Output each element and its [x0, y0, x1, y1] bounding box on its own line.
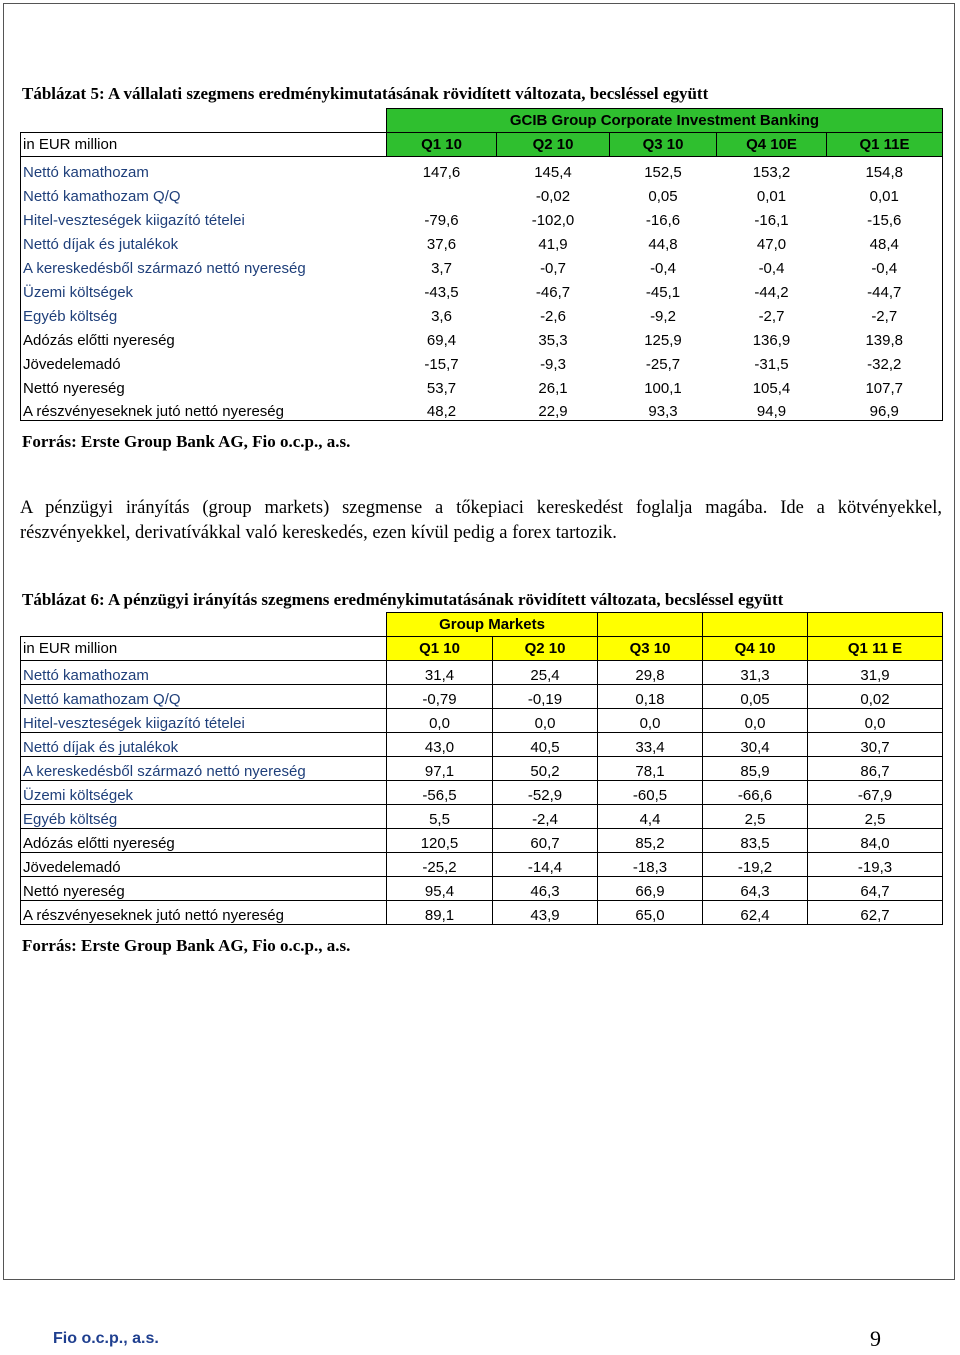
table-row [21, 877, 943, 901]
cell: 48,2 [387, 397, 497, 421]
cell: 97,1 [387, 757, 493, 781]
cell: 78,1 [598, 757, 703, 781]
cell: 83,5 [703, 829, 808, 853]
cell: 48,4 [827, 229, 943, 253]
row-label: Hitel-veszteségek kiigazító tételei [21, 709, 387, 733]
row-label: Nettó díjak és jutalékok [21, 733, 387, 757]
cell: -0,7 [540, 259, 566, 277]
footer-company: Fio o.c.p., a.s. [53, 1330, 159, 1347]
cell: 46,3 [493, 877, 598, 901]
cell: 125,9 [644, 331, 682, 349]
cell: 66,9 [598, 877, 703, 901]
cell: -16,1 [754, 211, 789, 229]
table-row [21, 397, 943, 421]
cell [387, 181, 497, 205]
cell: -0,4 [758, 259, 785, 277]
table6-col-header: Q4 10 [703, 637, 808, 661]
cell: 2,5 [808, 805, 943, 829]
cell: 0,18 [598, 685, 703, 709]
cell: 60,7 [493, 829, 598, 853]
row-label: Nettó kamathozam [21, 661, 387, 685]
cell: -16,6 [645, 211, 681, 229]
table-row [21, 709, 943, 733]
cell: 25,4 [493, 661, 598, 685]
cell: -2,7 [758, 307, 785, 325]
cell: 31,4 [387, 661, 493, 685]
table6-segment-title: Group Markets [387, 613, 598, 637]
cell: 107,7 [827, 373, 943, 397]
cell: -15,6 [827, 205, 943, 229]
table-row [21, 181, 943, 205]
table-row [21, 277, 943, 301]
cell: 89,1 [387, 901, 493, 925]
cell: -79,6 [424, 211, 459, 229]
row-label: Nettó nyereség [21, 373, 387, 397]
cell: 147,6 [422, 163, 461, 181]
table-row [21, 229, 943, 253]
cell: 40,5 [493, 733, 598, 757]
cell: -0,4 [827, 253, 943, 277]
table5-unit-label: in EUR million [21, 133, 387, 157]
cell: 53,7 [426, 379, 457, 397]
cell: -15,7 [424, 355, 459, 373]
table-row [21, 829, 943, 853]
row-label: Egyéb költség [21, 805, 387, 829]
table5 [20, 108, 943, 421]
cell: 153,2 [752, 163, 791, 181]
table5-col-header: Q4 10E [717, 133, 827, 157]
row-label: Üzemi költségek [21, 277, 387, 301]
cell: 44,8 [648, 235, 678, 253]
cell: 50,2 [493, 757, 598, 781]
table-row [21, 349, 943, 373]
cell: 65,0 [598, 901, 703, 925]
row-label: Egyéb költség [21, 301, 387, 325]
cell: 3,6 [431, 307, 452, 325]
cell: 26,1 [538, 379, 568, 397]
row-label: Nettó kamathozam [21, 157, 387, 181]
table-row [21, 253, 943, 277]
cell: 30,7 [808, 733, 943, 757]
cell: -0,79 [387, 685, 493, 709]
cell: 0,05 [648, 187, 678, 205]
cell: 0,0 [493, 709, 598, 733]
cell: -43,5 [424, 283, 459, 301]
cell: 62,7 [808, 901, 943, 925]
cell: 4,4 [598, 805, 703, 829]
row-label: Üzemi költségek [21, 781, 387, 805]
cell: -56,5 [387, 781, 493, 805]
cell: 0,01 [756, 187, 787, 205]
cell: -25,7 [645, 355, 681, 373]
row-label: Nettó nyereség [21, 877, 387, 901]
table-row [21, 205, 943, 229]
cell: -66,6 [703, 781, 808, 805]
cell: 136,9 [752, 331, 791, 349]
cell: 3,7 [431, 259, 452, 277]
table5-col-header: Q3 10 [610, 133, 717, 157]
cell: -9,2 [650, 307, 676, 325]
cell: -2,7 [827, 301, 943, 325]
cell: 84,0 [808, 829, 943, 853]
row-label: A kereskedésből származó nettó nyereség [21, 253, 387, 277]
row-label: A részvényeseknek jutó nettó nyereség [21, 397, 387, 421]
row-label: Nettó kamathozam Q/Q [21, 181, 387, 205]
cell: -25,2 [387, 853, 493, 877]
cell: 120,5 [387, 829, 493, 853]
cell: -60,5 [598, 781, 703, 805]
cell: 0,0 [387, 709, 493, 733]
cell: 47,0 [756, 235, 787, 253]
cell: -0,4 [650, 259, 676, 277]
row-label: Nettó kamathozam Q/Q [21, 685, 387, 709]
table5-caption: Táblázat 5: A vállalati szegmens eredménykimutatásának rövidített változata, becsléssel együtt [22, 84, 709, 103]
cell: 85,2 [598, 829, 703, 853]
row-label: A kereskedésből származó nettó nyereség [21, 757, 387, 781]
cell: 22,9 [497, 397, 610, 421]
cell: 31,9 [808, 661, 943, 685]
table5-col-header: Q1 10 [387, 133, 497, 157]
cell: 64,3 [703, 877, 808, 901]
cell: 33,4 [598, 733, 703, 757]
cell: 0,01 [827, 181, 943, 205]
cell: 30,4 [703, 733, 808, 757]
table6-source: Forrás: Erste Group Bank AG, Fio o.c.p., a.s. [22, 936, 351, 955]
cell: 96,9 [827, 397, 943, 421]
cell: -0,19 [493, 685, 598, 709]
cell: -45,1 [645, 283, 681, 301]
table-row [21, 301, 943, 325]
cell: -18,3 [598, 853, 703, 877]
table-row [21, 781, 943, 805]
table5-col-header: Q2 10 [497, 133, 610, 157]
cell: -52,9 [493, 781, 598, 805]
cell: 86,7 [808, 757, 943, 781]
table5-col-header: Q1 11E [827, 133, 943, 157]
cell: 37,6 [426, 235, 457, 253]
cell: 0,0 [598, 709, 703, 733]
cell: -2,6 [540, 307, 566, 325]
table-row [21, 325, 943, 349]
cell: 43,9 [493, 901, 598, 925]
table5-source: Forrás: Erste Group Bank AG, Fio o.c.p., a.s. [22, 432, 351, 451]
page-number: 9 [870, 1326, 881, 1351]
cell: -32,2 [827, 349, 943, 373]
table-row [21, 901, 943, 925]
cell: 5,5 [387, 805, 493, 829]
cell: -9,3 [540, 355, 566, 373]
table6 [20, 612, 943, 925]
table-row [21, 757, 943, 781]
cell: -14,4 [493, 853, 598, 877]
cell: -102,0 [531, 211, 575, 229]
row-label: Adózás előtti nyereség [21, 829, 387, 853]
table6-col-header: Q1 10 [387, 637, 493, 661]
cell: 152,5 [644, 163, 682, 181]
cell: 0,05 [703, 685, 808, 709]
cell: 95,4 [387, 877, 493, 901]
table6-unit-label: in EUR million [21, 637, 387, 661]
row-label: Adózás előtti nyereség [21, 325, 387, 349]
cell: -0,02 [535, 187, 571, 205]
cell: -2,4 [493, 805, 598, 829]
table6-col-header: Q3 10 [598, 637, 703, 661]
cell: 0,0 [808, 709, 943, 733]
cell: 100,1 [644, 379, 682, 397]
cell: -19,2 [703, 853, 808, 877]
cell: 69,4 [426, 331, 457, 349]
cell: 43,0 [387, 733, 493, 757]
row-label: A részvényeseknek jutó nettó nyereség [21, 901, 387, 925]
row-label: Hitel-veszteségek kiigazító tételei [21, 205, 387, 229]
cell: 62,4 [703, 901, 808, 925]
row-label: Jövedelemadó [21, 853, 387, 877]
cell: -67,9 [808, 781, 943, 805]
row-label: Nettó díjak és jutalékok [21, 229, 387, 253]
cell: 93,3 [610, 397, 717, 421]
body-paragraph: A pénzügyi irányítás (group markets) szegmense a tőkepiaci kereskedést foglalja magába. Ide a kötvényekkel, részvényekkel, derivatívákkal való kereskedés, ezen kívül pedig a forex tartozik. [20, 498, 942, 543]
cell: -44,7 [827, 277, 943, 301]
table-row [21, 733, 943, 757]
table-row [21, 805, 943, 829]
table6-caption: Táblázat 6: A pénzügyi irányítás szegmens eredménykimutatásának rövidített változata, becsléssel együtt [22, 590, 784, 609]
cell: 139,8 [827, 325, 943, 349]
table-row [21, 853, 943, 877]
cell: 85,9 [703, 757, 808, 781]
cell: 154,8 [827, 157, 943, 181]
cell: 64,7 [808, 877, 943, 901]
cell: 29,8 [598, 661, 703, 685]
table-row [21, 661, 943, 685]
table-row [21, 157, 943, 181]
table-row [21, 685, 943, 709]
cell: 0,02 [808, 685, 943, 709]
table6-col-header: Q2 10 [493, 637, 598, 661]
cell: -19,3 [808, 853, 943, 877]
row-label: Jövedelemadó [21, 349, 387, 373]
cell: -44,2 [754, 283, 789, 301]
cell: 31,3 [703, 661, 808, 685]
table6-col-header: Q1 11 E [808, 637, 943, 661]
cell: 145,4 [534, 163, 572, 181]
cell: 0,0 [703, 709, 808, 733]
cell: 41,9 [538, 235, 568, 253]
cell: -31,5 [754, 355, 789, 373]
table5-segment-title: GCIB Group Corporate Investment Banking [387, 109, 943, 133]
cell: 94,9 [717, 397, 827, 421]
cell: -46,7 [535, 283, 571, 301]
cell: 105,4 [752, 379, 791, 397]
cell: 35,3 [538, 331, 568, 349]
cell: 2,5 [703, 805, 808, 829]
table-row [21, 373, 943, 397]
